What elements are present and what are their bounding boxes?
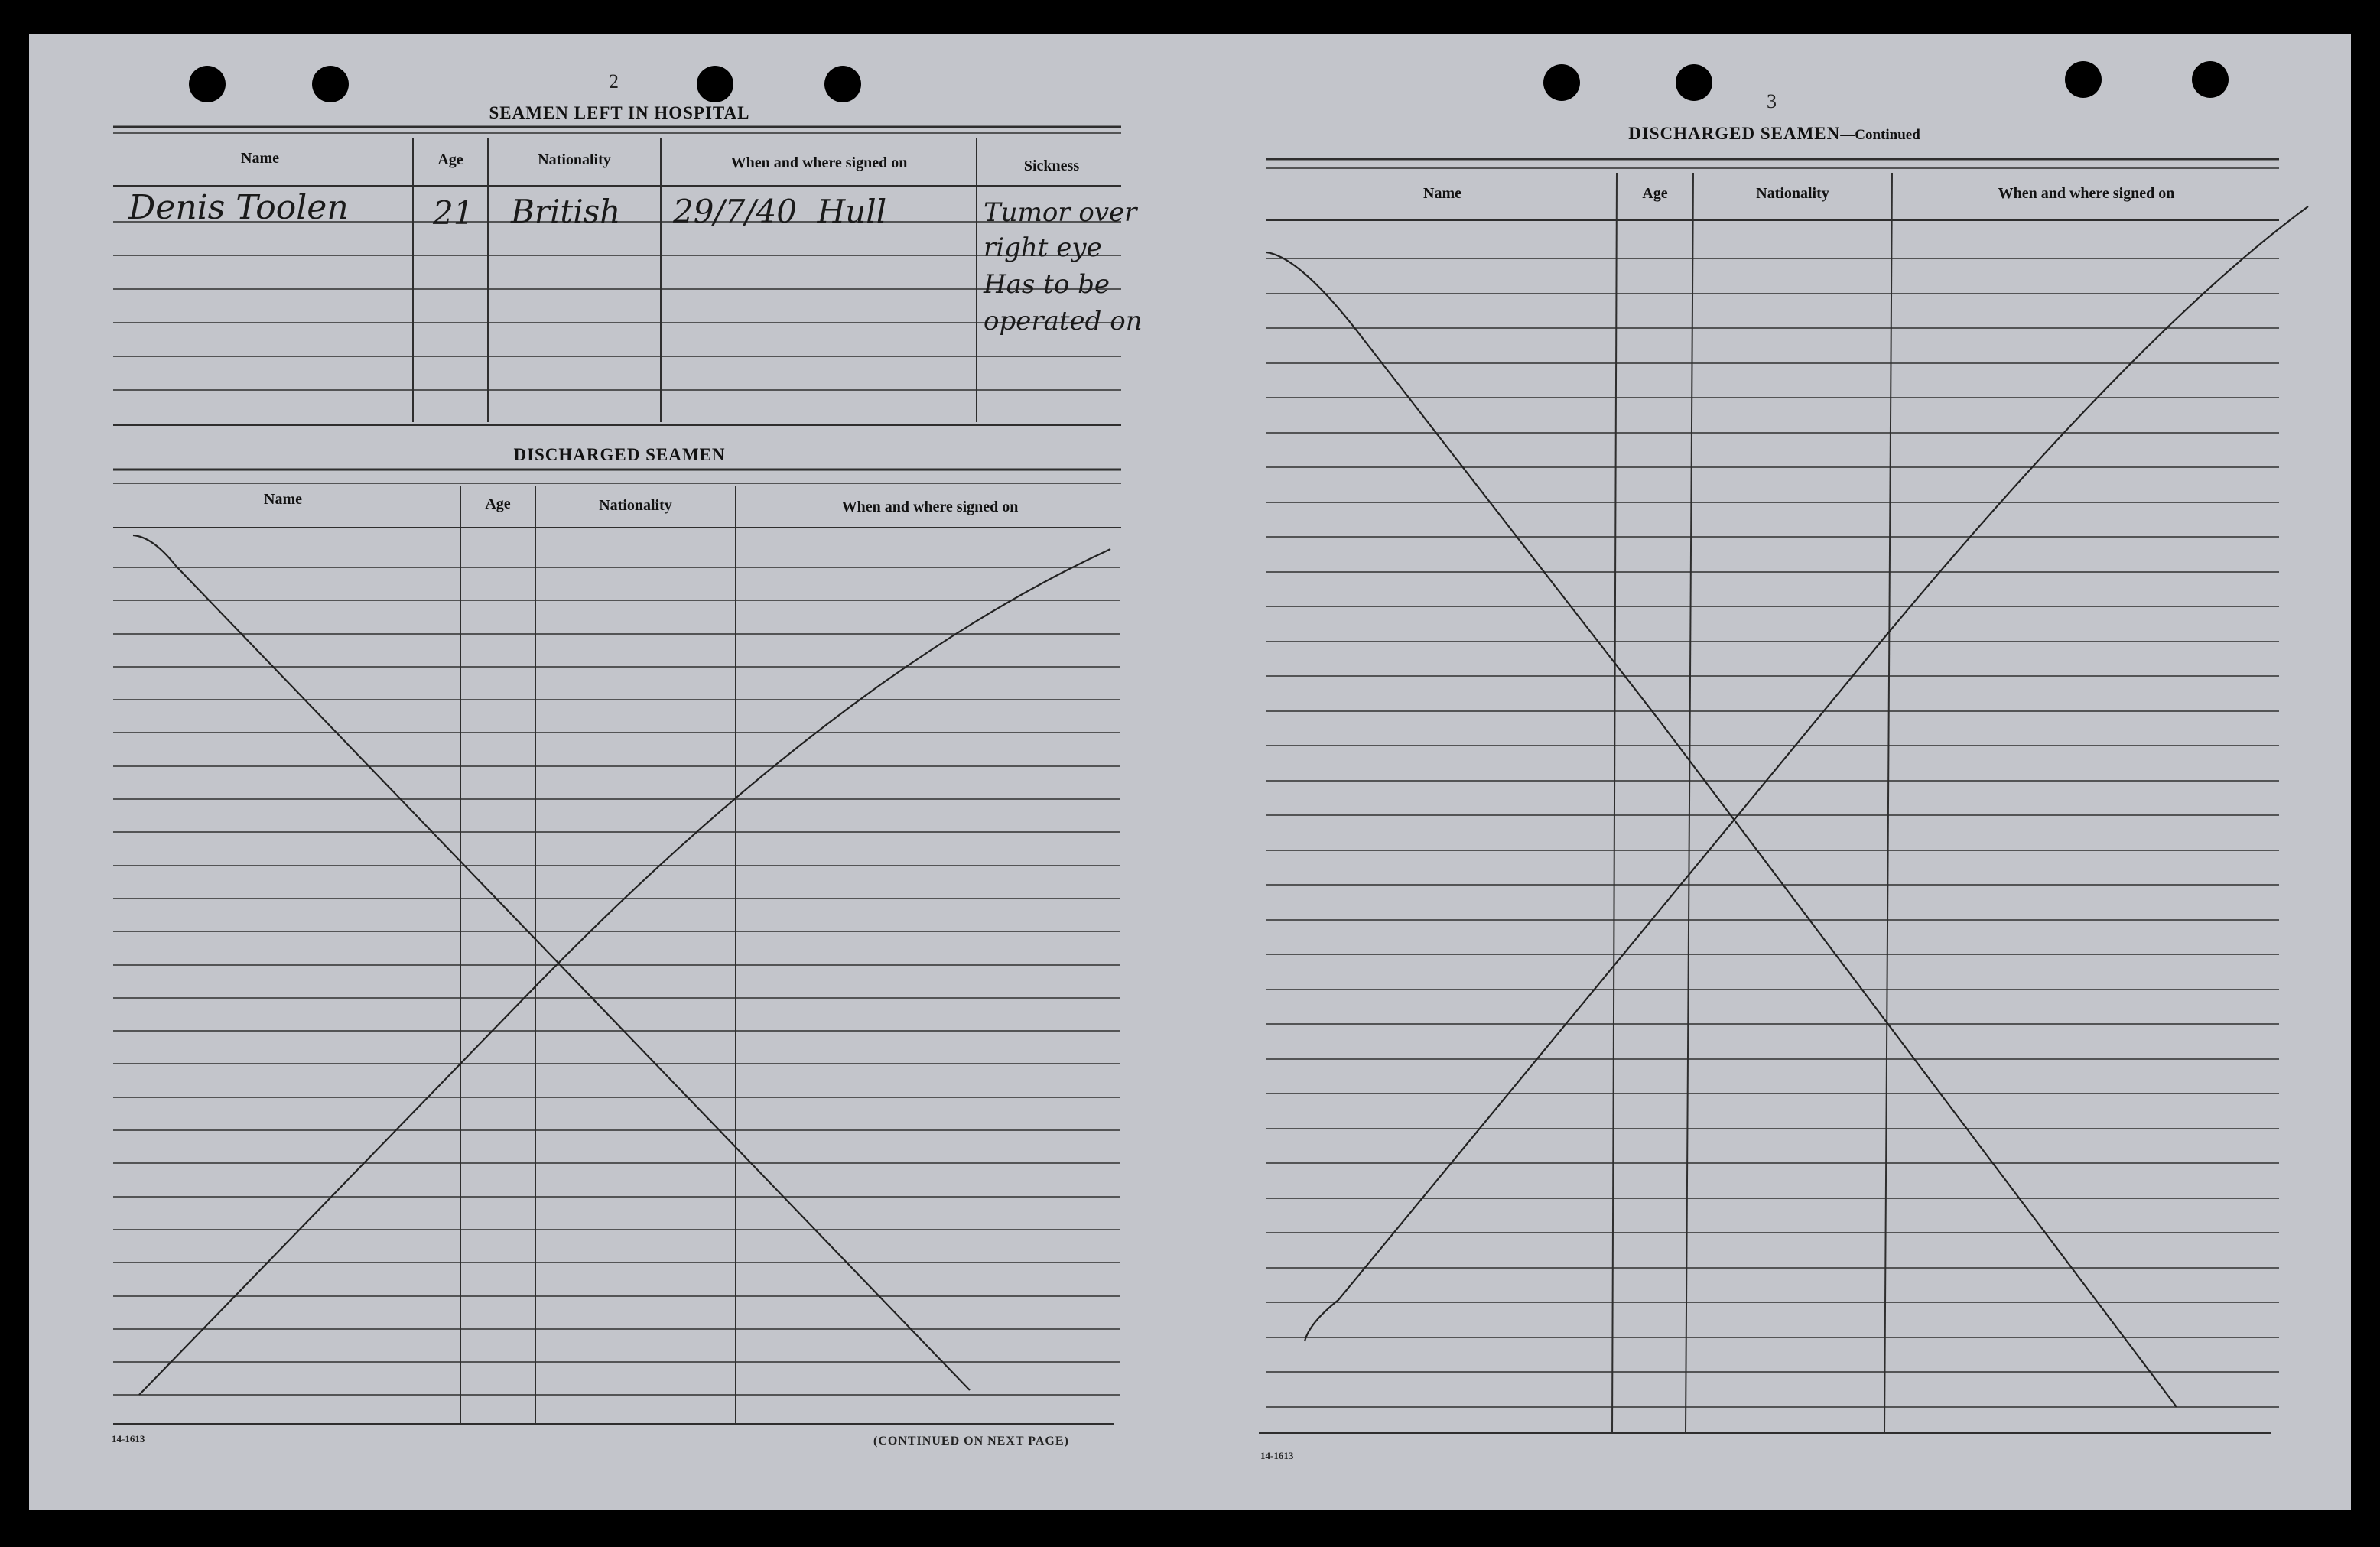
entry-nationality: British <box>511 193 621 230</box>
entry-sickness-line-1: Tumor over <box>984 197 1137 228</box>
form-number-right: 14-1613 <box>1260 1450 1294 1461</box>
hospital-section-title: SEAMEN LEFT IN HOSPITAL <box>489 103 750 122</box>
entry-signed-on: 29/7/40 Hull <box>673 193 887 230</box>
discharged-col-name: Name <box>264 491 302 508</box>
entry-name: Denis Toolen <box>128 188 349 227</box>
continued-title-text: DISCHARGED SEAMEN <box>1628 124 1841 143</box>
entry-sickness-line-2: right eye <box>984 232 1102 263</box>
entry-age: 21 <box>433 194 474 232</box>
continued-section-title <box>1545 124 2004 144</box>
continued-col-age: Age <box>1642 185 1668 202</box>
hospital-col-name: Name <box>241 150 279 167</box>
hospital-col-sickness: Sickness <box>1023 158 1080 174</box>
continued-title-suffix: —Continued <box>1840 127 1920 143</box>
page-number-left: 2 <box>609 70 619 93</box>
hospital-col-nationality: Nationality <box>538 151 611 168</box>
entry-sickness-line-3: Has to be <box>984 269 1110 300</box>
continued-col-name: Name <box>1423 185 1461 202</box>
continued-note: (CONTINUED ON NEXT PAGE) <box>873 1435 1069 1448</box>
continued-col-signed-on: When and where signed on <box>1998 185 2175 202</box>
page-number-right: 3 <box>1767 90 1777 112</box>
discharged-col-signed-on: When and where signed on <box>841 499 1019 515</box>
entry-sickness-line-4: operated on <box>984 306 1143 336</box>
discharged-col-age: Age <box>485 496 511 512</box>
continued-col-nationality: Nationality <box>1756 185 1829 202</box>
hospital-col-signed-on: When and where signed on <box>730 154 908 171</box>
hospital-col-age: Age <box>437 151 463 168</box>
form-number-left: 14-1613 <box>112 1433 145 1445</box>
discharged-col-nationality: Nationality <box>599 497 672 514</box>
discharged-section-title: DISCHARGED SEAMEN <box>513 445 726 464</box>
